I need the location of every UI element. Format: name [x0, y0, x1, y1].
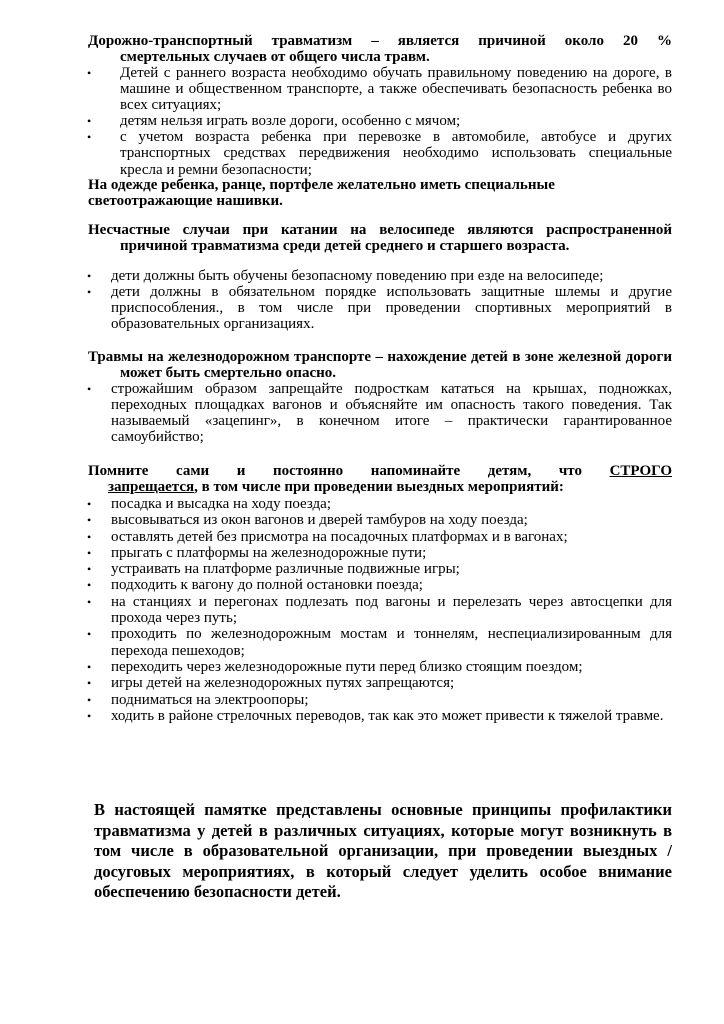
list-item: • строжайшим образом запрещайте подросткам кататься на крышах, подножках, переходных площадках вагонов и объясняйте им опасность такого поведения. Так называемый «зацепинг», в конечном итоге – практически гарантированное самоубийство; [87, 381, 672, 446]
section1-heading-line1: Дорожно-транспортный травматизм – является причиной около 20 % [88, 33, 672, 49]
bullet-icon: • [87, 66, 92, 80]
bullet-icon: • [87, 659, 92, 674]
bullet-icon: • [87, 545, 92, 560]
final-note: В настоящей памятке представлены основные принципы профилактики травматизма у детей в различных ситуациях, которые могут возникнуть в том числе в образовательной организации, при проведении выездных /досуговых мероприятиях, в который следует уделить особое внимание обеспечению безопасности детей. [94, 800, 672, 901]
bullet-icon: • [87, 382, 92, 396]
section1-heading [88, 33, 672, 65]
bullet-icon: • [87, 529, 92, 544]
bullet-icon: • [87, 692, 92, 707]
bullet-icon: • [87, 269, 92, 283]
section4-heading-line1: Помните сами и постоянно напоминайте детям, что СТРОГО [88, 463, 672, 479]
bullet-icon: • [87, 562, 92, 577]
bullet-icon: • [87, 114, 92, 129]
list-item: • посадка и высадка на ходу поезда; [87, 496, 332, 512]
section4-heading [88, 463, 672, 495]
list-item: • дети должны в обязательном порядке использовать защитные шлемы и другие приспособления., в том числе при проведении спортивных мероприятий в образовательных организациях. [87, 284, 672, 333]
section2-heading: Несчастные случаи при катании на велосипеде являются распространенной причиной травматизма среди детей среднего и старшего возраста. [88, 222, 672, 254]
section2-list [87, 268, 672, 333]
list-item: • прыгать с платформы на железнодорожные пути; [87, 544, 427, 561]
list-item: • оставлять детей без присмотра на посадочных платформах и в вагонах; [87, 528, 568, 545]
list-item: • подходить к вагону до полной остановки поезда; [87, 577, 423, 594]
section1-note-line2: светоотражающие нашивки. [88, 193, 283, 209]
section1-heading-line2: смертельных случаев от общего числа травм. [120, 49, 430, 65]
list-item: • на станциях и перегонах подлезать под вагоны и перелезать через автосцепки для прохода через путь; [87, 593, 672, 627]
bullet-icon: • [87, 594, 92, 609]
section1-list [87, 65, 672, 178]
list-item: • устраивать на платформе различные подвижные игры; [87, 561, 460, 578]
section4-list [87, 496, 672, 724]
strict-word: СТРОГО [609, 463, 672, 479]
bullet-icon: • [87, 130, 92, 145]
bullet-icon: • [87, 627, 92, 642]
bullet-icon: • [87, 513, 92, 528]
list-item: • переходить через железнодорожные пути перед близко стоящим поездом; [87, 658, 583, 675]
forbidden-word: запрещается [108, 479, 195, 495]
list-item: • подниматься на электроопоры; [87, 691, 309, 708]
list-item: • с учетом возраста ребенка при перевозке в автомобиле, автобусе и других транспортных средствах передвижения необходимо использовать специальные кресла и ремни безопасности; [87, 129, 672, 178]
bullet-icon: • [87, 676, 92, 691]
bullet-icon: • [87, 285, 92, 300]
list-item: • Детей с раннего возраста необходимо обучать правильному поведению на дороге, в машине и общественном транспорте, а также обеспечивать безопасность ребенка во всех ситуациях; [87, 65, 672, 114]
list-item: • высовываться из окон вагонов и дверей тамбуров на ходу поезда; [87, 512, 528, 529]
section4-heading-line2: запрещается, в том числе при проведении выездных мероприятий: [108, 479, 564, 495]
section1-note [88, 177, 672, 209]
section3-heading: Травмы на железнодорожном транспорте – нахождение детей в зоне железной дороги может быть смертельно опасно. [88, 349, 672, 381]
bullet-icon: • [87, 578, 92, 593]
list-item: • проходить по железнодорожным мостам и тоннелям, неспециализированным для перехода пешеходов; [87, 626, 672, 659]
list-item: • ходить в районе стрелочных переводов, так как это может привести к тяжелой травме. [87, 707, 664, 724]
section1-note-line1: На одежде ребенка, ранце, портфеле желательно иметь специальные [88, 177, 555, 193]
list-item: • детям нельзя играть возле дороги, особенно с мячом; [87, 113, 461, 130]
bullet-icon: • [87, 497, 92, 511]
list-item: • дети должны быть обучены безопасному поведению при езде на велосипеде; [87, 268, 604, 284]
section3-list [87, 381, 672, 446]
list-item: • игры детей на железнодорожных путях запрещаются; [87, 675, 455, 692]
bullet-icon: • [87, 708, 92, 723]
